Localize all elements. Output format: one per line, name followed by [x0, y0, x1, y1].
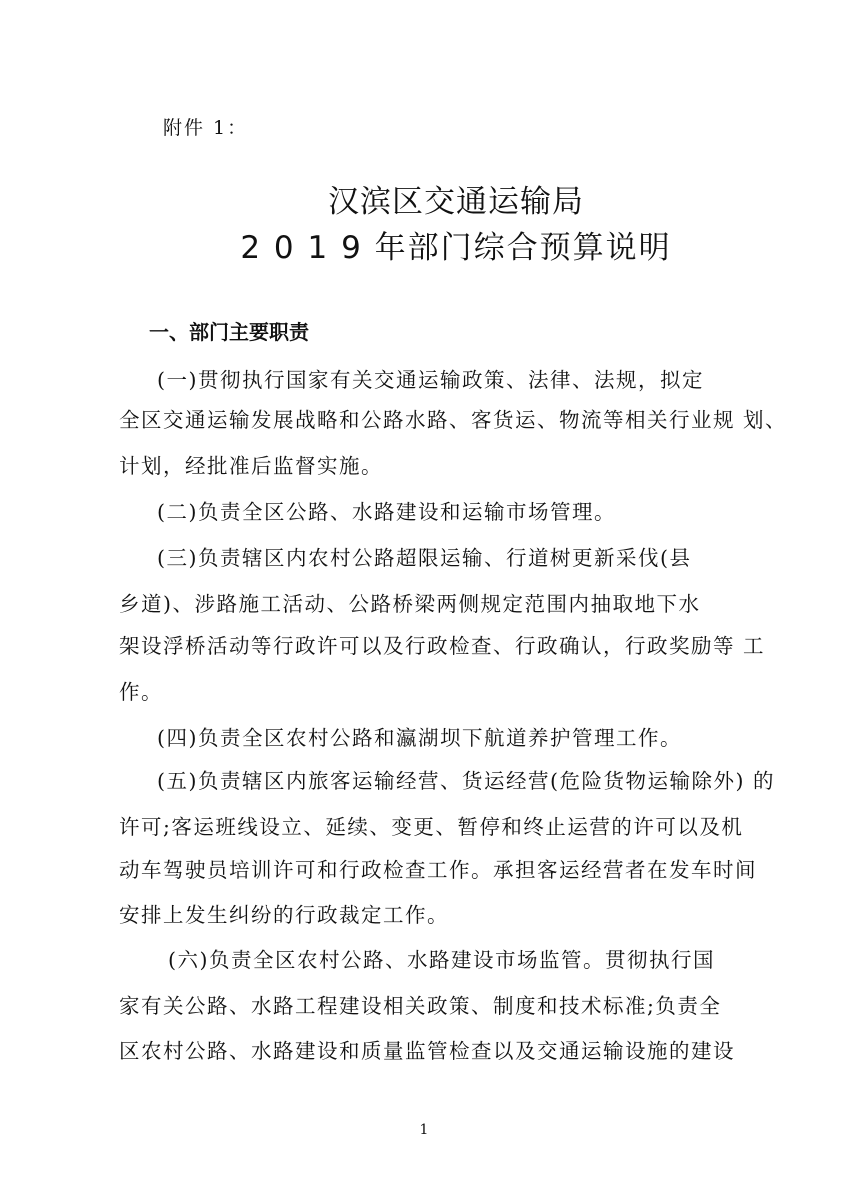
body-line: (五)负责辖区内旅客运输经营、货运经营(危险货物运输除外) 的 [157, 769, 776, 793]
body-line: (二)负责全区公路、水路建设和运输市场管理。 [157, 500, 616, 524]
document-title-line-2: 2 0 1 9 年部门综合预算说明 [240, 230, 672, 266]
body-line: (三)负责辖区内农村公路超限运输、行道树更新采伐(县 [157, 546, 692, 570]
page-number: 1 [419, 1122, 429, 1138]
section-heading: 一、部门主要职责 [149, 320, 309, 344]
body-line: 区农村公路、水路建设和质量监管检查以及交通运输设施的建设 [119, 1039, 735, 1063]
attachment-label: 附件 1： [163, 117, 249, 139]
body-line: 家有关公路、水路工程建设相关政策、制度和技术标准;负责全 [119, 994, 722, 1018]
body-line: 动车驾驶员培训许可和行政检查工作。承担客运经营者在发车时间 [119, 858, 757, 882]
body-line: (四)负责全区农村公路和瀛湖坝下航道养护管理工作。 [157, 726, 682, 750]
body-line: 安排上发生纠纷的行政裁定工作。 [119, 903, 449, 927]
body-line: 乡道)、涉路施工活动、公路桥梁两侧规定范围内抽取地下水 [119, 592, 701, 616]
body-line: 作。 [119, 680, 163, 704]
body-line: (一)贯彻执行国家有关交通运输政策、法律、法规，拟定 [157, 368, 704, 392]
body-line: 全区交通运输发展战略和公路水路、客货运、物流等相关行业规 划、 [119, 408, 788, 432]
body-line: 计划，经批准后监督实施。 [119, 454, 383, 478]
body-line: 许可;客运班线设立、延续、变更、暂停和终止运营的许可以及机 [119, 815, 744, 839]
document-title-line-1: 汉滨区交通运输局 [328, 184, 584, 220]
body-line: (六)负责全区农村公路、水路建设市场监管。贯彻执行国 [168, 948, 715, 972]
body-line: 架设浮桥活动等行政许可以及行政检查、行政确认，行政奖励等 工 [119, 634, 766, 658]
